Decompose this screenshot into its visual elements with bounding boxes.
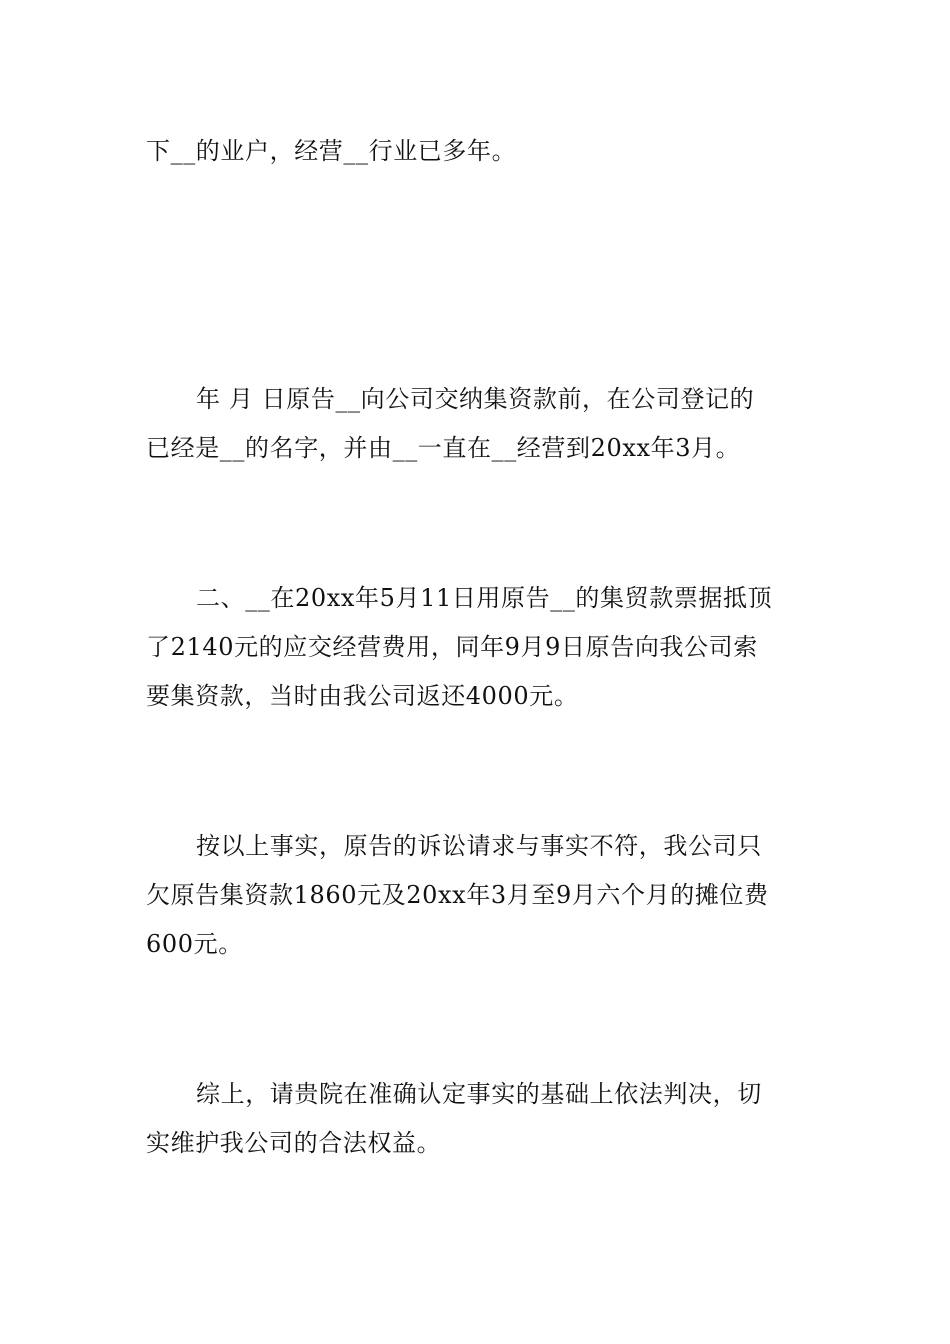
paragraph-2-line-2: 已经是__的名字，并由__一直在__经营到20xx年3月。	[146, 434, 741, 462]
paragraph-4-line-1: 按以上事实，原告的诉讼请求与事实不符，我公司只	[196, 832, 762, 860]
paragraph-3-line-1: 二、__在20xx年5月11日用原告__的集贸款票据抵顶	[196, 584, 773, 612]
paragraph-4-line-2: 欠原告集资款1860元及20xx年3月至9月六个月的摊位费	[146, 881, 769, 909]
paragraph-1-line-1: 下__的业户，经营__行业已多年。	[146, 137, 517, 165]
paragraph-2-line-1: 年 月 日原告__向公司交纳集资款前，在公司登记的	[196, 385, 755, 413]
paragraph-3-line-3: 要集资款，当时由我公司返还4000元。	[146, 682, 579, 710]
paragraph-5-line-2: 实维护我公司的合法权益。	[146, 1129, 442, 1157]
paragraph-4-line-3: 600元。	[146, 930, 243, 958]
paragraph-3-line-2: 了2140元的应交经营费用，同年9月9日原告向我公司索	[146, 633, 758, 661]
paragraph-5-line-1: 综上，请贵院在准确认定事实的基础上依法判决，切	[196, 1080, 762, 1108]
